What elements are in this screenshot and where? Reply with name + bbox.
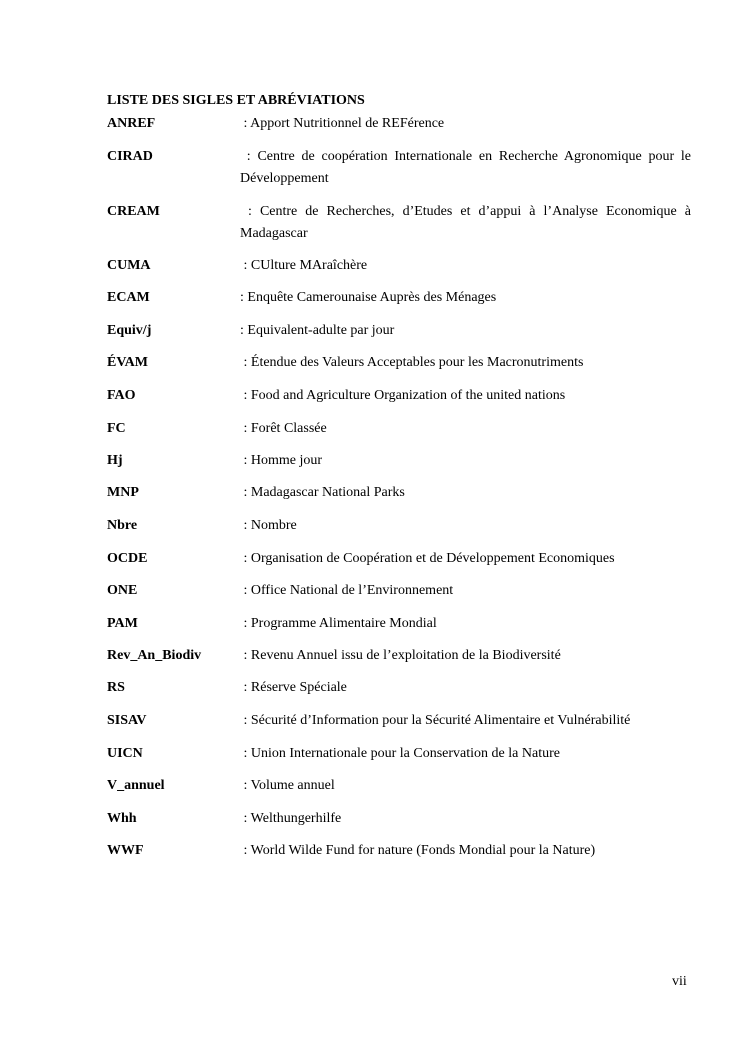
abbreviation: Nbre [107, 518, 138, 533]
abbreviation: FAO [107, 388, 136, 403]
definition: : Food and Agriculture Organization of the united nations [240, 388, 566, 403]
definition: : Madagascar National Parks [240, 485, 405, 500]
definition: : Apport Nutritionnel de REFérence [240, 116, 445, 131]
definition: : Volume annuel [240, 778, 335, 793]
definition: : Revenu Annuel issu de l’exploitation de la Biodiversité [240, 648, 561, 663]
abbreviation: RS [107, 680, 125, 695]
abbreviation: Whh [107, 811, 137, 826]
abbreviation: V_annuel [107, 778, 165, 793]
abbreviation: ANREF [107, 116, 156, 131]
definition: : Réserve Spéciale [240, 680, 347, 695]
abbreviation: UICN [107, 746, 143, 761]
page-title: LISTE DES SIGLES ET ABRÉVIATIONS [107, 93, 365, 108]
abbreviation: CIRAD [107, 149, 153, 164]
definition: : Union Internationale pour la Conservation de la Nature [240, 746, 560, 761]
abbreviation: CUMA [107, 258, 151, 273]
abbreviation: Equiv/j [107, 323, 152, 338]
definition: : Nombre [240, 518, 297, 533]
abbreviation: ECAM [107, 290, 150, 305]
page-number: vii [672, 974, 687, 989]
definition: : World Wilde Fund for nature (Fonds Mondial pour la Nature) [240, 843, 596, 858]
abbreviation: OCDE [107, 551, 148, 566]
definition: : Étendue des Valeurs Acceptables pour les Macronutriments [240, 355, 584, 370]
abbreviation: Rev_An_Biodiv [107, 648, 202, 663]
definition: : Organisation de Coopération et de Développement Economiques [240, 551, 615, 566]
abbreviation: PAM [107, 616, 138, 631]
abbreviation: ÉVAM [107, 355, 148, 370]
definition: : Equivalent-adulte par jour [240, 323, 395, 338]
definition: : CUlture MAraîchère [240, 258, 368, 273]
definition: : Centre de Recherches, d’Etudes et d’appui à l’Analyse Economique à Madagascar [240, 204, 695, 241]
abbreviation: CREAM [107, 204, 160, 219]
definition: : Office National de l’Environnement [240, 583, 454, 598]
definition: : Homme jour [240, 453, 323, 468]
definition: : Forêt Classée [240, 421, 327, 436]
abbreviation: Hj [107, 453, 123, 468]
abbreviation: MNP [107, 485, 139, 500]
definition: : Welthungerhilfe [240, 811, 342, 826]
definition: : Enquête Camerounaise Auprès des Ménages [240, 290, 497, 305]
abbreviation: WWF [107, 843, 144, 858]
abbreviation: FC [107, 421, 126, 436]
definition: : Sécurité d’Information pour la Sécurité Alimentaire et Vulnérabilité [240, 713, 631, 728]
definition: : Programme Alimentaire Mondial [240, 616, 437, 631]
abbreviation: ONE [107, 583, 138, 598]
abbreviation: SISAV [107, 713, 147, 728]
definition: : Centre de coopération Internationale en Recherche Agronomique pour le Développement [240, 149, 695, 186]
